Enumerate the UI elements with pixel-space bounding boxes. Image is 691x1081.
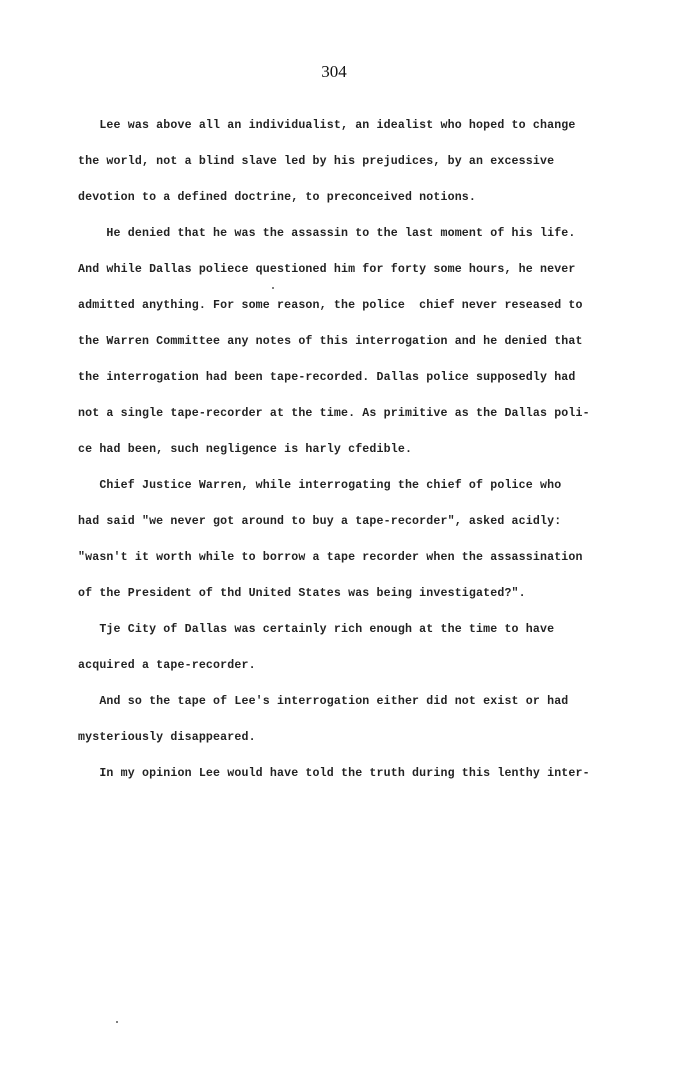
- text-line: devotion to a defined doctrine, to preconceived notions.: [78, 191, 477, 204]
- text-line: Lee was above all an individualist, an idealist who hoped to change: [78, 119, 576, 132]
- text-line: And while Dallas poliece questioned him for forty some hours, he never: [78, 263, 576, 276]
- text-line: the Warren Committee any notes of this interrogation and he denied that: [78, 335, 583, 348]
- text-line: In my opinion Lee would have told the truth during this lenthy inter-: [78, 767, 590, 780]
- text-line: "wasn't it worth while to borrow a tape recorder when the assassination: [78, 551, 583, 564]
- text-line: not a single tape-recorder at the time. As primitive as the Dallas poli-: [78, 407, 590, 420]
- text-line: of the President of thd United States was being investigated?".: [78, 587, 526, 600]
- text-line: And so the tape of Lee's interrogation either did not exist or had: [78, 695, 569, 708]
- text-line: acquired a tape-recorder.: [78, 659, 256, 672]
- text-line: Tje City of Dallas was certainly rich enough at the time to have: [78, 623, 555, 636]
- text-line: ce had been, such negligence is harly cfedible.: [78, 443, 413, 456]
- text-line: admitted anything. For some reason, the police chief never reseased to: [78, 299, 583, 312]
- text-line: the world, not a blind slave led by his prejudices, by an excessive: [78, 155, 555, 168]
- text-line: the interrogation had been tape-recorded. Dallas police supposedly had: [78, 371, 576, 384]
- text-line: mysteriously disappeared.: [78, 731, 256, 744]
- text-line: had said "we never got around to buy a tape-recorder", asked acidly:: [78, 515, 562, 528]
- page-number: 304: [321, 62, 347, 81]
- scan-speck: [272, 287, 274, 289]
- scan-speck: [116, 1021, 118, 1023]
- text-line: He denied that he was the assassin to the last moment of his life.: [78, 227, 576, 240]
- text-line: Chief Justice Warren, while interrogating the chief of police who: [78, 479, 562, 492]
